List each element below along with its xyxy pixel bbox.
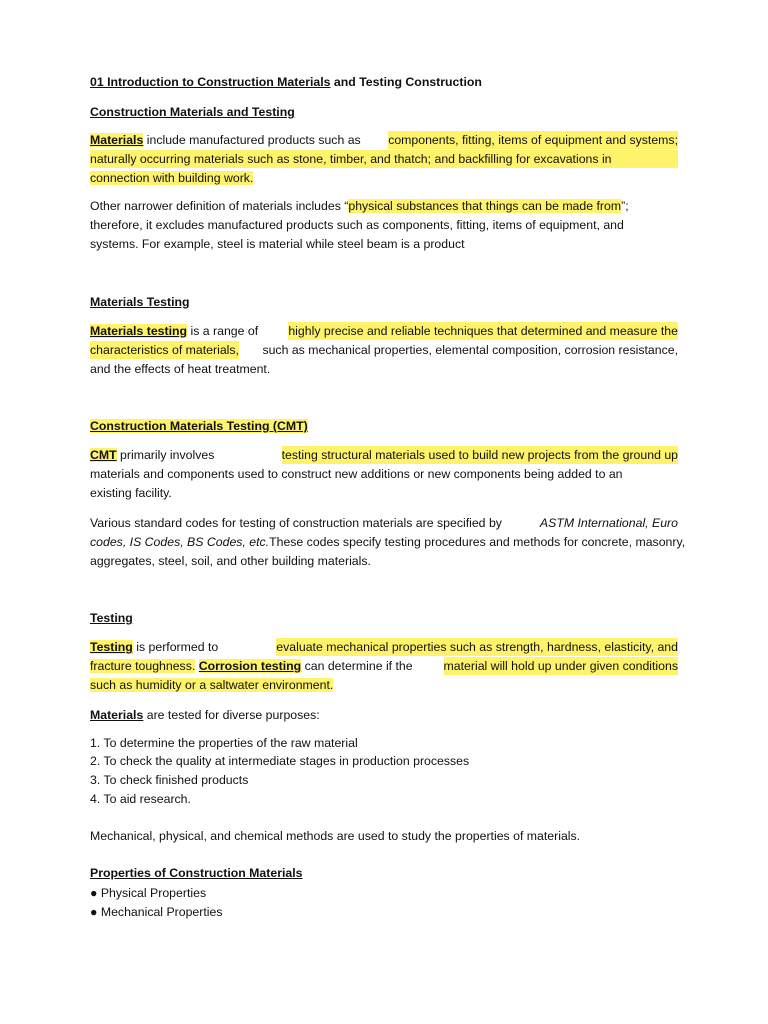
text: are tested for diverse purposes: — [143, 708, 320, 722]
highlight: characteristics of materials, — [90, 343, 239, 357]
sec3-p2-line2 — [90, 533, 686, 551]
sec3-p1-line2 — [90, 465, 678, 483]
sec4-p1-line1 — [90, 638, 678, 656]
heading-cmt — [90, 417, 678, 435]
text: ”; — [621, 199, 629, 213]
title-rest: and Testing Construction — [330, 75, 482, 89]
term-materials-testing: Materials testing — [90, 324, 188, 338]
text: include manufactured products such as — [143, 133, 361, 147]
term-cmt: CMT — [90, 448, 117, 462]
list-item: 1. To determine the properties of the raw material — [90, 736, 358, 750]
list-item: 3. To check finished products — [90, 773, 249, 787]
highlight: evaluate mechanical properties such as strength, hardness, elasticity, and — [276, 640, 678, 654]
sec4-p1-line2 — [90, 657, 678, 675]
text: such as mechanical properties, elemental composition, corrosion resistance, — [262, 343, 678, 357]
highlight: Construction Materials Testing (CMT) — [90, 419, 308, 433]
sec1-p1-line1 — [90, 131, 678, 149]
sec2-p1-line2 — [90, 341, 678, 359]
highlight: material will hold up under given conditions — [443, 659, 678, 673]
sec2-p1-line1 — [90, 322, 678, 340]
sec3-p1-line3: existing facility. — [90, 486, 172, 500]
sec1-p2-line2: therefore, it excludes manufactured products such as components, fitting, items of equipment, and — [90, 218, 624, 232]
term-materials: Materials — [90, 708, 144, 722]
text: materials and components used to construct new additions or new components being added to an — [90, 467, 623, 481]
text: Other narrower definition of materials includes “ — [90, 199, 349, 213]
heading-materials-testing: Materials Testing — [90, 295, 190, 309]
sec1-p1-line2 — [90, 150, 678, 168]
highlight: components, fitting, items of equipment and systems; — [388, 133, 678, 147]
list-item: 2. To check the quality at intermediate stages in production processes — [90, 754, 470, 768]
text: Various standard codes for testing of construction materials are specified by — [90, 516, 502, 530]
highlight: connection with building work. — [90, 171, 254, 185]
highlight: naturally occurring materials such as stone, timber, and thatch; and backfilling for excavations in — [90, 150, 678, 168]
highlight: such as humidity or a saltwater environment. — [90, 678, 334, 692]
title-underlined: 01 Introduction to Construction Materials — [90, 75, 331, 89]
text: codes, IS Codes, BS Codes, etc. — [90, 535, 270, 549]
sec4-p2 — [90, 706, 678, 724]
sec3-p2-line3: aggregates, steel, soil, and other building materials. — [90, 554, 371, 568]
text: These codes specify testing procedures and methods for concrete, masonry, — [269, 535, 686, 549]
highlight: fracture toughness. — [90, 659, 196, 673]
sec1-p1-line3 — [90, 169, 678, 187]
highlight: physical substances that things can be made from — [348, 199, 622, 213]
sec4-p3: Mechanical, physical, and chemical methods are used to study the properties of materials. — [90, 829, 581, 843]
sec2-p1-line3: and the effects of heat treatment. — [90, 362, 271, 376]
sec3-p2-line1 — [90, 514, 678, 532]
term-corrosion-testing: Corrosion testing — [198, 659, 302, 673]
term-materials: Materials — [90, 133, 144, 147]
sec1-p2-line1 — [90, 197, 678, 215]
text: is performed to — [132, 640, 219, 654]
heading-construction-materials-testing: Construction Materials and Testing — [90, 105, 295, 119]
heading-properties: Properties of Construction Materials — [90, 866, 303, 880]
document-title — [90, 73, 678, 91]
text: primarily involves — [116, 448, 215, 462]
highlight: highly precise and reliable techniques that determined and measure the — [288, 324, 678, 338]
list-item: 4. To aid research. — [90, 792, 191, 806]
sec1-p2-line3: systems. For example, steel is material while steel beam is a product — [90, 237, 465, 251]
sec3-p1-line1 — [90, 446, 678, 464]
highlight: testing structural materials used to build new projects from the ground up — [281, 448, 678, 462]
bullet-item: ● Physical Properties — [90, 886, 207, 900]
text: ASTM International, Euro — [539, 516, 678, 530]
sec4-p1-line3 — [90, 676, 678, 694]
bullet-item: ● Mechanical Properties — [90, 905, 223, 919]
heading-testing: Testing — [90, 611, 133, 625]
text: can determine if the — [301, 659, 413, 673]
term-testing: Testing — [90, 640, 133, 654]
text: is a range of — [187, 324, 259, 338]
